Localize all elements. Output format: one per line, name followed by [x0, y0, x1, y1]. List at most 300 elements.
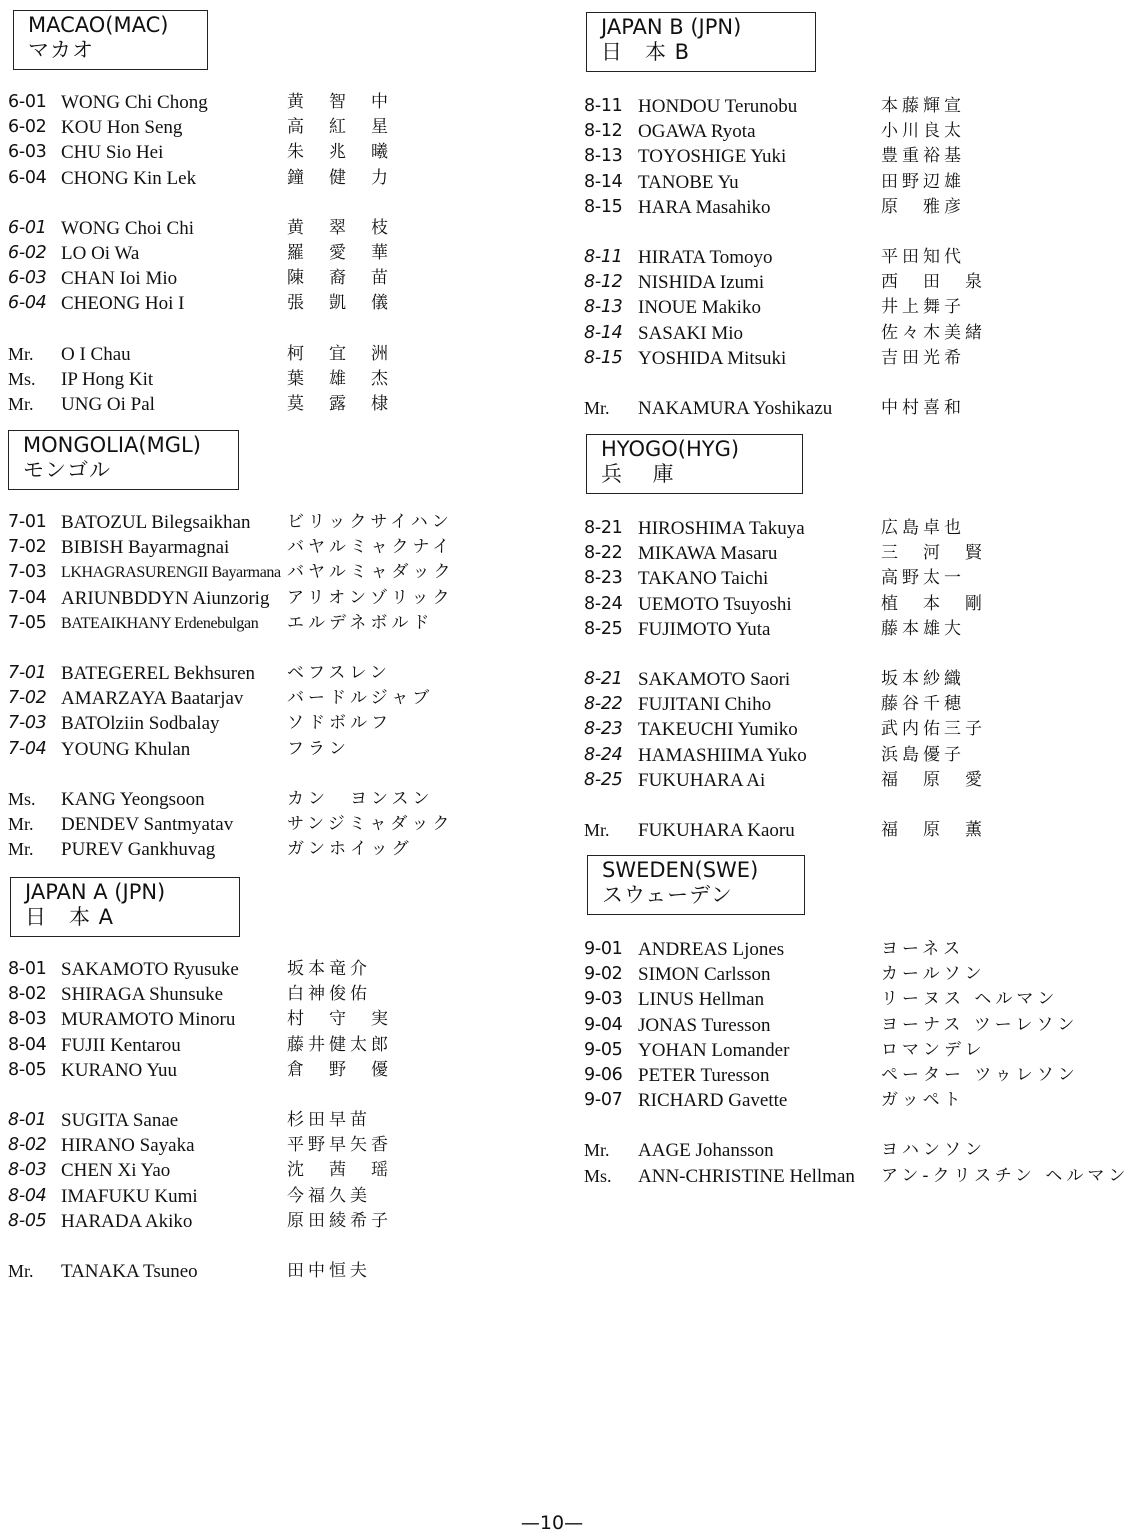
name-jp: 藤谷千穂	[881, 694, 965, 715]
player-row	[0, 1184, 545, 1209]
name-en: OGAWA Ryota	[638, 121, 756, 143]
name-en: TANOBE Yu	[638, 171, 739, 193]
player-row	[0, 535, 545, 560]
name-jp: 白神俊佑	[287, 984, 371, 1005]
name-jp: 倉 野 優	[287, 1059, 392, 1080]
name-jp: 藤本雄大	[881, 618, 965, 639]
player-row	[578, 195, 1104, 220]
name-jp: 陳 裔 苗	[287, 268, 392, 289]
team-name-jp: 兵 庫	[601, 462, 675, 486]
player-row	[0, 90, 545, 115]
name-en: TOYOSHIGE Yuki	[638, 146, 787, 168]
official-row	[0, 342, 545, 367]
team-name-jp: 日 本 B	[601, 40, 691, 64]
name-jp: 広島卓也	[881, 518, 965, 538]
player-number: 8-14	[584, 171, 623, 192]
name-en: YOHAN Lomander	[638, 1039, 790, 1061]
player-number: 6-01	[8, 92, 47, 112]
name-en: WONG Choi Chi	[61, 217, 194, 239]
player-number: 6-04	[8, 293, 47, 314]
player-number: 7-01	[8, 663, 47, 683]
player-number: 8-04	[8, 1185, 47, 1206]
name-jp: 沈 茜 瑶	[287, 1160, 392, 1181]
player-row	[0, 711, 545, 736]
player-row	[578, 566, 1104, 591]
player-row	[578, 692, 1104, 717]
player-row	[0, 1133, 545, 1158]
name-jp: ペーター ツゥレソン	[881, 1064, 1079, 1085]
official-row	[578, 818, 1104, 843]
name-jp: 村 守 実	[287, 1009, 392, 1030]
name-en: LO Oi Wa	[61, 242, 140, 264]
official-row	[0, 392, 545, 417]
player-row	[578, 170, 1104, 195]
players-group	[578, 94, 1104, 220]
name-en: SAKAMOTO Saori	[638, 669, 791, 690]
player-row	[0, 1033, 545, 1058]
name-en: YOSHIDA Mitsuki	[638, 347, 787, 369]
name-en: CHEN Xi Yao	[61, 1160, 171, 1182]
name-jp: ビリックサイハン	[287, 512, 453, 532]
official-title: Mr.	[584, 398, 610, 418]
name-jp: ヨーナス ツーレソン	[881, 1014, 1079, 1035]
team-name-jp: モンゴル	[23, 458, 111, 482]
name-en: HAMASHIIMA Yuko	[638, 744, 807, 766]
name-jp: アリオンゾリック	[287, 587, 454, 608]
name-en: FUJIMOTO Yuta	[638, 618, 771, 640]
page-number: —10—	[520, 1512, 584, 1534]
players-group	[578, 245, 1104, 371]
name-en: HIRATA Tomoyo	[638, 247, 773, 268]
player-number: 8-23	[584, 568, 623, 589]
players-group	[578, 937, 1104, 1113]
name-jp: カールソン	[881, 964, 986, 985]
name-en: KURANO Yuu	[61, 1059, 177, 1081]
name-jp: 張 凱 儀	[287, 293, 392, 314]
name-en: RICHARD Gavette	[638, 1090, 788, 1112]
player-number: 9-05	[584, 1039, 623, 1060]
name-jp: 今福久美	[287, 1185, 371, 1206]
name-en: HIROSHIMA Takuya	[638, 518, 805, 539]
name-en: FUJII Kentarou	[61, 1034, 181, 1056]
players-group	[0, 216, 545, 317]
name-jp: 鐘 健 力	[287, 167, 392, 188]
name-jp: 平野早矢香	[287, 1135, 392, 1156]
player-row	[578, 1038, 1104, 1063]
team-name-en: MONGOLIA(MGL)	[23, 433, 201, 457]
player-number: 9-01	[584, 939, 623, 959]
name-jp: カン ヨンスン	[287, 788, 434, 809]
player-row	[0, 1209, 545, 1234]
player-number: 6-03	[8, 142, 47, 163]
players-group	[0, 957, 545, 1083]
player-row	[578, 1013, 1104, 1038]
player-row	[0, 586, 545, 611]
name-jp: 坂本竜介	[287, 959, 371, 979]
player-number: 9-03	[584, 989, 623, 1010]
name-en: UEMOTO Tsuyoshi	[638, 593, 792, 615]
officials-group	[0, 787, 545, 863]
name-en: WONG Chi Chong	[61, 92, 208, 113]
player-row	[578, 768, 1104, 793]
player-number: 8-05	[8, 1210, 47, 1231]
team-name-jp: スウェーデン	[602, 883, 733, 907]
team-name-jp: 日 本 A	[25, 905, 115, 929]
player-row	[0, 241, 545, 266]
player-number: 8-11	[584, 247, 623, 267]
official-title: Ms.	[8, 788, 36, 809]
player-number: 8-24	[584, 744, 623, 765]
name-jp: 三 河 賢	[881, 543, 986, 564]
name-jp: バヤルミャダック	[287, 562, 455, 583]
player-row	[578, 1063, 1104, 1088]
official-row	[578, 1138, 1104, 1163]
name-jp: 井上舞子	[881, 297, 965, 318]
name-en: SHIRAGA Shunsuke	[61, 984, 224, 1006]
player-number: 8-03	[8, 1160, 47, 1181]
players-group	[578, 516, 1104, 642]
player-number: 6-04	[8, 167, 47, 188]
officials-group	[578, 396, 1104, 421]
players-group	[0, 90, 545, 191]
player-row	[0, 510, 545, 535]
name-jp: 藤井健太郎	[287, 1034, 392, 1055]
name-en: SASAKI Mio	[638, 322, 744, 344]
team-name-en: JAPAN A (JPN)	[25, 880, 166, 904]
name-jp: 田中恒夫	[287, 1261, 371, 1281]
player-row	[578, 743, 1104, 768]
team-section-hyogo	[578, 434, 1104, 841]
name-jp: サンジミャダック	[287, 813, 454, 834]
name-jp: 原 雅彦	[881, 196, 965, 217]
player-number: 7-02	[8, 537, 47, 558]
player-row	[578, 94, 1104, 119]
name-en: KANG Yeongsoon	[61, 788, 205, 810]
name-en: FUKUHARA Kaoru	[638, 820, 795, 841]
name-jp: 葉 雄 杰	[287, 368, 392, 389]
official-title: Mr.	[8, 1261, 34, 1281]
player-number: 7-03	[8, 562, 47, 583]
team-section-japan-a	[0, 877, 545, 1282]
name-jp: 高 紅 星	[287, 117, 392, 138]
name-jp: 佐々木美緒	[881, 322, 986, 343]
team-section-mongolia	[0, 430, 545, 861]
name-en: AAGE Johansson	[638, 1140, 774, 1162]
team-header	[8, 430, 239, 490]
name-en: BATOZUL Bilegsaikhan	[61, 512, 251, 533]
player-row	[578, 717, 1104, 742]
name-jp: 平田知代	[881, 247, 965, 267]
player-number: 8-04	[8, 1034, 47, 1055]
name-jp: 福 原 愛	[881, 769, 986, 790]
name-jp: 黄 智 中	[287, 92, 392, 112]
official-row	[578, 396, 1104, 421]
official-row	[578, 1164, 1129, 1189]
player-number: 8-22	[584, 543, 623, 564]
player-number: 8-01	[8, 1110, 47, 1130]
name-jp: 黄 翠 枝	[287, 217, 392, 238]
name-jp: 中村喜和	[881, 398, 965, 418]
name-en: ARIUNBDDYN Aiunzorig	[61, 587, 270, 609]
player-row	[0, 1158, 545, 1183]
name-jp: 武内佑三子	[881, 719, 986, 740]
player-row	[578, 1088, 1104, 1113]
name-en: PUREV Gankhuvag	[61, 839, 216, 861]
player-row	[0, 115, 545, 140]
team-header	[10, 877, 240, 937]
name-jp: 小川良太	[881, 121, 965, 142]
officials-group	[0, 1259, 545, 1284]
players-group	[0, 661, 545, 762]
name-jp: フラン	[287, 738, 350, 759]
player-row	[0, 661, 545, 686]
name-en: AMARZAYA Baatarjav	[61, 688, 244, 710]
player-number: 8-15	[584, 347, 623, 368]
player-number: 7-02	[8, 688, 47, 709]
player-number: 7-03	[8, 713, 47, 734]
name-en: ANDREAS Ljones	[638, 939, 785, 960]
name-en: MURAMOTO Minoru	[61, 1009, 236, 1031]
team-section-macao	[0, 10, 545, 415]
team-name-en: SWEDEN(SWE)	[602, 858, 759, 882]
player-row	[578, 541, 1104, 566]
player-row	[0, 166, 545, 191]
player-number: 8-15	[584, 196, 623, 217]
name-jp: リーヌス ヘルマン	[881, 989, 1059, 1010]
name-jp: 坂本紗織	[881, 669, 965, 689]
name-en: SAKAMOTO Ryusuke	[61, 959, 239, 980]
team-header	[587, 855, 805, 915]
name-en: TAKEUCHI Yumiko	[638, 719, 798, 741]
team-name-en: JAPAN B (JPN)	[601, 15, 742, 39]
team-header	[13, 10, 208, 70]
player-row	[0, 266, 545, 291]
name-jp: 植 本 剛	[881, 593, 986, 614]
name-jp: ロマンデレ	[881, 1039, 986, 1060]
player-row	[578, 245, 1104, 270]
officials-group	[578, 818, 1104, 843]
official-row	[0, 1259, 545, 1284]
name-jp: バヤルミャクナイ	[287, 537, 454, 558]
name-en: SIMON Carlsson	[638, 964, 771, 986]
name-jp: 莫 露 棣	[287, 393, 392, 414]
name-en: PETER Turesson	[638, 1064, 770, 1086]
player-number: 8-24	[584, 593, 623, 614]
player-row	[0, 686, 545, 711]
player-row	[578, 667, 1104, 692]
player-row	[0, 560, 545, 585]
name-en: HARADA Akiko	[61, 1210, 193, 1232]
player-number: 8-23	[584, 719, 623, 740]
player-number: 8-05	[8, 1059, 47, 1080]
player-number: 8-14	[584, 322, 623, 343]
name-en: UNG Oi Pal	[61, 393, 155, 415]
team-name-jp: マカオ	[28, 38, 94, 62]
name-en: NISHIDA Izumi	[638, 272, 765, 294]
players-group	[578, 667, 1104, 793]
team-header	[586, 434, 803, 494]
player-number: 8-25	[584, 769, 623, 790]
players-group	[0, 510, 545, 636]
name-jp: 原田綾希子	[287, 1210, 392, 1231]
player-number: 6-02	[8, 117, 47, 138]
players-group	[0, 1108, 545, 1234]
player-row	[0, 1108, 545, 1133]
name-jp: 福 原 薫	[881, 820, 986, 840]
name-jp: ソドボルフ	[287, 713, 392, 734]
player-number: 8-21	[584, 669, 623, 689]
player-row	[0, 1007, 545, 1032]
name-en: TAKANO Taichi	[638, 568, 769, 590]
player-number: 8-02	[8, 1135, 47, 1156]
name-en: BATEAIKHANY Erdenebulgan	[61, 614, 259, 632]
player-number: 7-04	[8, 738, 47, 759]
name-en: IP Hong Kit	[61, 368, 154, 390]
name-jp: 朱 兆 曦	[287, 142, 392, 163]
official-title: Ms.	[8, 368, 36, 389]
player-number: 9-02	[584, 964, 623, 985]
name-jp: バードルジャブ	[287, 688, 434, 709]
officials-group	[578, 1138, 1129, 1188]
name-jp: 浜島優子	[881, 744, 965, 765]
name-en: FUJITANI Chiho	[638, 694, 772, 716]
player-number: 7-04	[8, 587, 47, 608]
player-number: 8-01	[8, 959, 47, 979]
player-row	[0, 957, 545, 982]
name-jp: アン-クリスチン ヘルマン	[881, 1165, 1129, 1186]
player-number: 8-03	[8, 1009, 47, 1030]
name-en: ANN-CHRISTINE Hellman	[638, 1165, 855, 1187]
player-row	[578, 144, 1104, 169]
name-en: CHEONG Hoi I	[61, 293, 185, 315]
player-row	[578, 270, 1104, 295]
player-row	[0, 1058, 545, 1083]
name-en: TANAKA Tsuneo	[61, 1261, 198, 1282]
player-row	[578, 119, 1104, 144]
name-jp: 羅 愛 華	[287, 242, 392, 263]
name-jp: 柯 宜 洲	[287, 343, 392, 364]
player-number: 6-01	[8, 217, 47, 238]
player-row	[578, 346, 1104, 371]
player-number: 8-21	[584, 518, 623, 538]
name-en: CHAN Ioi Mio	[61, 268, 178, 290]
official-title: Ms.	[584, 1165, 612, 1186]
name-jp: 本藤輝宣	[881, 96, 965, 116]
name-en: HARA Masahiko	[638, 196, 771, 218]
official-title: Mr.	[584, 1140, 610, 1161]
name-jp: 杉田早苗	[287, 1110, 371, 1130]
player-row	[578, 937, 1104, 962]
player-number: 8-13	[584, 297, 623, 318]
player-number: 8-25	[584, 618, 623, 639]
player-row	[0, 611, 545, 636]
team-header	[586, 12, 816, 72]
name-jp: エルデネボルド	[287, 612, 434, 633]
name-en: NAKAMURA Yoshikazu	[638, 398, 833, 419]
team-section-japan-b	[578, 12, 1104, 419]
name-jp: ヨーネス	[881, 939, 965, 959]
player-number: 8-11	[584, 96, 623, 116]
name-en: KOU Hon Seng	[61, 117, 183, 139]
name-jp: 高野太一	[881, 568, 965, 589]
player-number: 8-12	[584, 121, 623, 142]
player-number: 9-04	[584, 1014, 623, 1035]
name-en: INOUE Makiko	[638, 297, 761, 319]
player-row	[578, 295, 1104, 320]
name-en: LINUS Hellman	[638, 989, 765, 1011]
player-row	[0, 291, 545, 316]
player-number: 6-02	[8, 242, 47, 263]
name-en: SUGITA Sanae	[61, 1110, 179, 1131]
name-en: CHU Sio Hei	[61, 142, 164, 164]
name-en: CHONG Kin Lek	[61, 167, 197, 189]
name-en: BATEGEREL Bekhsuren	[61, 663, 256, 684]
name-en: BIBISH Bayarmagnai	[61, 537, 230, 559]
name-jp: 豊重裕基	[881, 146, 965, 167]
name-jp: ベフスレン	[287, 663, 391, 683]
name-en: DENDEV Santmyatav	[61, 813, 234, 835]
player-row	[578, 962, 1104, 987]
player-row	[0, 982, 545, 1007]
name-jp: ガッペト	[881, 1090, 965, 1111]
player-row	[0, 216, 545, 241]
player-row	[578, 617, 1104, 642]
team-section-sweden	[578, 855, 1129, 1187]
name-en: O I Chau	[61, 343, 131, 365]
name-jp: ガンホイッグ	[287, 839, 413, 860]
player-number: 9-07	[584, 1090, 623, 1111]
player-row	[578, 321, 1104, 346]
official-title: Mr.	[8, 813, 34, 834]
name-en: JONAS Turesson	[638, 1014, 771, 1036]
name-jp: 西 田 泉	[881, 272, 986, 293]
team-name-en: HYOGO(HYG)	[601, 437, 740, 461]
player-number: 8-12	[584, 272, 623, 293]
official-row	[0, 812, 545, 837]
official-title: Mr.	[8, 839, 34, 860]
official-row	[0, 367, 545, 392]
player-number: 7-01	[8, 512, 47, 532]
name-en: IMAFUKU Kumi	[61, 1185, 198, 1207]
official-title: Mr.	[8, 343, 34, 364]
name-en: FUKUHARA Ai	[638, 769, 766, 791]
name-jp: 吉田光希	[881, 347, 965, 368]
officials-group	[0, 342, 545, 418]
player-number: 8-02	[8, 984, 47, 1005]
name-en: YOUNG Khulan	[61, 738, 191, 760]
name-en: BATOlziin Sodbalay	[61, 713, 220, 735]
player-row	[0, 737, 545, 762]
name-jp: ヨハンソン	[881, 1140, 986, 1161]
player-number: 8-13	[584, 146, 623, 167]
player-number: 6-03	[8, 268, 47, 289]
name-en: HONDOU Terunobu	[638, 96, 798, 117]
official-row	[0, 787, 545, 812]
player-row	[578, 987, 1104, 1012]
player-number: 8-22	[584, 694, 623, 715]
player-number: 9-06	[584, 1064, 623, 1085]
player-number: 7-05	[8, 612, 47, 633]
name-en: HIRANO Sayaka	[61, 1135, 195, 1157]
name-en: MIKAWA Masaru	[638, 543, 778, 565]
player-row	[578, 592, 1104, 617]
player-row	[578, 516, 1104, 541]
official-title: Mr.	[8, 393, 34, 414]
player-row	[0, 140, 545, 165]
official-title: Mr.	[584, 820, 610, 840]
name-en: LKHAGRASURENGII Bayarmana	[61, 564, 281, 582]
name-jp: 田野辺雄	[881, 171, 965, 192]
